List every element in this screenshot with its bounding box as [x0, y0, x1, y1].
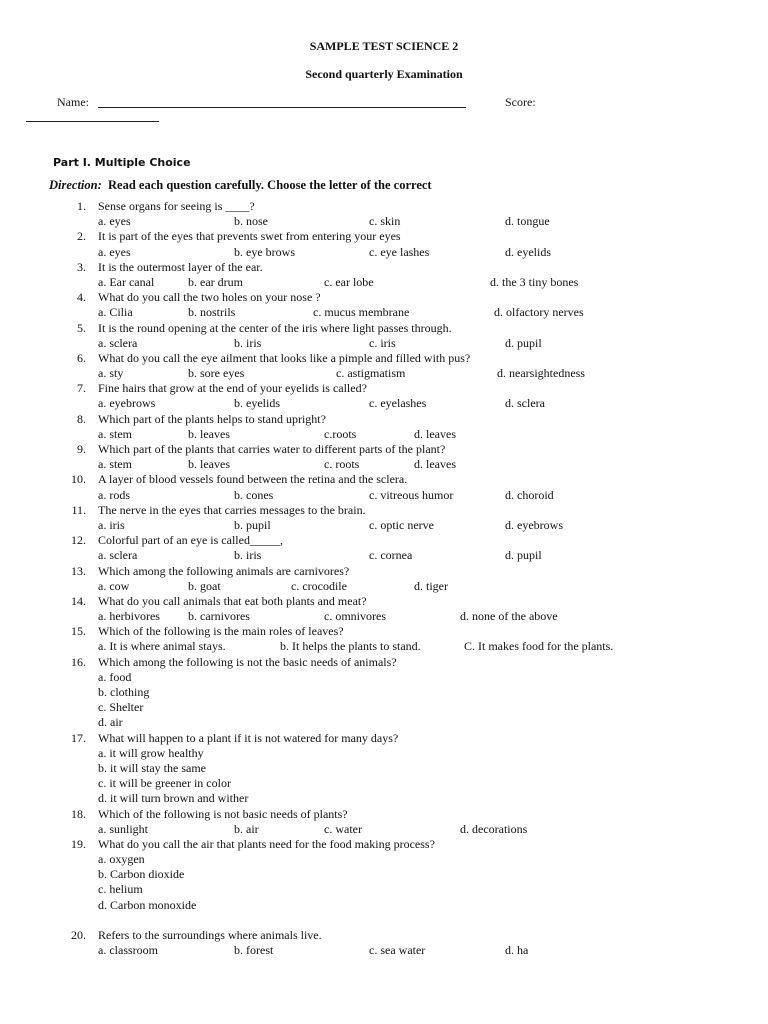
answer-choice[interactable]: b. cones: [234, 487, 274, 502]
direction-line: [49, 178, 432, 193]
question-item: [0, 260, 768, 275]
question-number: 5.: [77, 320, 86, 335]
answer-options: [0, 214, 768, 229]
question-item: [0, 624, 768, 639]
answer-choice[interactable]: c. omnivores: [324, 609, 386, 624]
score-blank-line[interactable]: [26, 121, 159, 122]
answer-choice[interactable]: a. sclera: [98, 548, 138, 563]
answer-options: [0, 776, 768, 791]
answer-choice[interactable]: d. decorations: [460, 821, 528, 836]
answer-options: [0, 943, 768, 958]
question-number: 12.: [71, 533, 86, 548]
question-number: 16.: [71, 654, 86, 669]
answer-choice[interactable]: d. pupil: [505, 548, 542, 563]
answer-choice[interactable]: d. it will turn brown and wither: [98, 791, 249, 806]
answer-choice[interactable]: a. Ear canal: [98, 274, 155, 289]
answer-choice[interactable]: c. helium: [98, 882, 143, 897]
answer-choice[interactable]: b. nostrils: [188, 305, 236, 320]
answer-choice[interactable]: a. Cilia: [98, 305, 133, 320]
question-item: [0, 412, 768, 427]
answer-choice[interactable]: b. air: [234, 821, 259, 836]
answer-choice[interactable]: b. it will stay the same: [98, 760, 206, 775]
answer-options: [0, 761, 768, 776]
question-number: 15.: [71, 624, 86, 639]
answer-options: [0, 700, 768, 715]
question-number: 4.: [77, 290, 86, 305]
answer-options: [0, 685, 768, 700]
answer-options: [0, 579, 768, 594]
answer-choice[interactable]: a. iris: [98, 517, 125, 532]
answer-choice[interactable]: a. stem: [98, 426, 132, 441]
question-item: [0, 199, 768, 214]
question-item: [0, 594, 768, 609]
answer-options: [0, 245, 768, 260]
answer-options: [0, 670, 768, 685]
answer-choice[interactable]: c. eyelashes: [369, 396, 427, 411]
answer-choice[interactable]: d. tiger: [414, 578, 448, 593]
answer-options: [0, 852, 768, 867]
answer-choice[interactable]: b. pupil: [234, 517, 271, 532]
question-text: The nerve in the eyes that carries messages to the brain.: [98, 502, 366, 517]
answer-choice[interactable]: b. sore eyes: [188, 366, 245, 381]
answer-choice[interactable]: c. mucus membrane: [313, 305, 410, 320]
question-text: What do you call the eye ailment that looks like a pimple and filled with pus?: [98, 350, 471, 365]
question-item: [0, 381, 768, 396]
question-text: Which of the following is the main roles of leaves?: [98, 624, 344, 639]
answer-choice[interactable]: b. Carbon dioxide: [98, 867, 185, 882]
name-label: Name:: [57, 95, 89, 109]
answer-choice[interactable]: d. eyebrows: [505, 517, 563, 532]
question-text: A layer of blood vessels found between the retina and the sclera.: [98, 472, 408, 487]
answer-choice[interactable]: a. it will grow healthy: [98, 745, 204, 760]
question-number: 14.: [71, 593, 86, 608]
answer-choice[interactable]: d. choroid: [505, 487, 554, 502]
answer-options: [0, 822, 768, 837]
question-item: [0, 442, 768, 457]
answer-choice[interactable]: c. crocodile: [291, 578, 347, 593]
answer-choice[interactable]: c. astigmatism: [336, 366, 406, 381]
answer-choice[interactable]: c. Shelter: [98, 700, 144, 715]
answer-choice[interactable]: a. oxygen: [98, 852, 145, 867]
question-number: 3.: [77, 259, 86, 274]
answer-choice[interactable]: b. eye brows: [234, 244, 295, 259]
answer-options: [0, 427, 768, 442]
answer-options: [0, 488, 768, 503]
answer-choice[interactable]: d. none of the above: [460, 609, 558, 624]
answer-options: [0, 336, 768, 351]
question-number: 19.: [71, 836, 86, 851]
question-number: 7.: [77, 381, 86, 396]
question-item: [0, 351, 768, 366]
answer-choice[interactable]: d. Carbon monoxide: [98, 897, 197, 912]
question-number: 6.: [77, 350, 86, 365]
page-subtitle: Second quarterly Examination: [305, 67, 463, 81]
answer-choice[interactable]: c. roots: [324, 457, 360, 472]
question-item: [0, 472, 768, 487]
answer-choice[interactable]: d. leaves: [414, 426, 456, 441]
score-label: Score:: [505, 95, 536, 109]
question-text: What will happen to a plant if it is not watered for many days?: [98, 730, 399, 745]
answer-options: [0, 275, 768, 290]
question-text: Which part of the plants helps to stand upright?: [98, 411, 326, 426]
answer-choice[interactable]: b. carnivores: [188, 609, 250, 624]
question-number: 18.: [71, 806, 86, 821]
question-number: 17.: [71, 730, 86, 745]
answer-choice[interactable]: a. eyebrows: [98, 396, 156, 411]
answer-choice[interactable]: d. leaves: [414, 457, 456, 472]
answer-choice[interactable]: c. sea water: [369, 943, 426, 957]
answer-choice[interactable]: c. skin: [369, 214, 401, 229]
question-text: What do you call animals that eat both plants and meat?: [98, 593, 367, 608]
question-text: What do you call the two holes on your nose ?: [98, 290, 321, 305]
question-text: It is part of the eyes that prevents swet from entering your eyes: [98, 229, 401, 244]
answer-choice[interactable]: a. food: [98, 669, 132, 684]
question-list: [0, 199, 768, 958]
answer-choice[interactable]: a. herbivores: [98, 609, 160, 624]
question-item: [0, 928, 768, 943]
answer-choice[interactable]: a. sty: [98, 366, 124, 381]
spacer: [0, 913, 768, 928]
direction-text: Read each question carefully. Choose the letter of the correct: [108, 178, 432, 192]
answer-options: [0, 639, 768, 654]
answer-choice[interactable]: c. vitreous humor: [369, 487, 454, 502]
answer-choice[interactable]: d. ha: [505, 943, 529, 957]
question-item: [0, 290, 768, 305]
answer-choice[interactable]: c. ear lobe: [324, 274, 374, 289]
question-number: 2.: [77, 229, 86, 244]
answer-choice[interactable]: a. eyes: [98, 244, 131, 259]
answer-choice[interactable]: b. nose: [234, 214, 268, 229]
question-number: 11.: [71, 502, 86, 517]
answer-options: [0, 305, 768, 320]
question-item: [0, 655, 768, 670]
question-text: Which part of the plants that carries water to different parts of the plant?: [98, 442, 446, 456]
answer-choice[interactable]: C. It makes food for the plants.: [464, 639, 614, 654]
answer-choice[interactable]: b. goat: [188, 578, 221, 593]
answer-choice[interactable]: b. iris: [234, 548, 262, 563]
answer-choice[interactable]: c. eye lashes: [369, 244, 430, 259]
answer-options: [0, 609, 768, 624]
answer-choice[interactable]: b. ear drum: [188, 274, 243, 289]
answer-choice[interactable]: c. it will be greener in color: [98, 776, 231, 791]
answer-choice[interactable]: c. cornea: [369, 548, 413, 563]
direction-label: Direction:: [49, 178, 102, 192]
question-number: 9.: [77, 442, 86, 456]
name-blank-line[interactable]: [98, 107, 466, 108]
answer-choice[interactable]: d. the 3 tiny bones: [490, 274, 579, 289]
answer-choice[interactable]: a. sunlight: [98, 821, 148, 836]
question-item: [0, 837, 768, 852]
question-number: 1.: [77, 199, 86, 213]
answer-choice[interactable]: d. air: [98, 715, 123, 730]
answer-choice[interactable]: a. eyes: [98, 214, 131, 229]
answer-options: [0, 457, 768, 472]
answer-choice[interactable]: b. leaves: [188, 457, 230, 472]
part-heading: Part I. Multiple Choice: [53, 156, 191, 169]
question-text: It is the round opening at the center of the iris where light passes through.: [98, 320, 452, 335]
answer-options: [0, 548, 768, 563]
answer-choice[interactable]: c. water: [324, 821, 362, 836]
question-item: [0, 503, 768, 518]
answer-choice[interactable]: b. eyelids: [234, 396, 280, 411]
question-item: [0, 533, 768, 548]
answer-choice[interactable]: c. iris: [369, 335, 396, 350]
question-item: [0, 564, 768, 579]
answer-choice[interactable]: b. forest: [234, 943, 274, 957]
answer-options: [0, 882, 768, 897]
question-text: What do you call the air that plants need for the food making process?: [98, 836, 435, 851]
answer-options: [0, 791, 768, 806]
question-item: [0, 321, 768, 336]
answer-choice[interactable]: a. sclera: [98, 335, 138, 350]
answer-options: [0, 898, 768, 913]
question-text: Which among the following is not the basic needs of animals?: [98, 654, 397, 669]
question-item: [0, 807, 768, 822]
question-text: Refers to the surroundings where animals live.: [98, 927, 322, 942]
answer-options: [0, 518, 768, 533]
answer-options: [0, 715, 768, 730]
question-number: 10.: [71, 472, 86, 487]
answer-choice[interactable]: a. classroom: [98, 943, 158, 957]
answer-choice[interactable]: b. iris: [234, 335, 262, 350]
answer-choice[interactable]: c. optic nerve: [369, 517, 434, 532]
question-number: 13.: [71, 563, 86, 578]
answer-choice[interactable]: a. cow: [98, 578, 130, 593]
question-text: Which among the following animals are carnivores?: [98, 563, 350, 578]
answer-choice[interactable]: d. eyelids: [505, 244, 551, 259]
answer-options: [0, 746, 768, 761]
answer-choice[interactable]: a. It is where animal stays.: [98, 639, 226, 654]
answer-choice[interactable]: d. tongue: [505, 214, 550, 229]
answer-options: [0, 366, 768, 381]
answer-choice[interactable]: b. clothing: [98, 685, 150, 699]
page-title: SAMPLE TEST SCIENCE 2: [309, 39, 459, 53]
answer-choice[interactable]: a. rods: [98, 487, 130, 502]
answer-options: [0, 867, 768, 882]
answer-choice[interactable]: d. pupil: [505, 335, 542, 350]
question-text: Which of the following is not basic needs of plants?: [98, 806, 348, 821]
answer-options: [0, 396, 768, 411]
question-item: [0, 731, 768, 746]
answer-choice[interactable]: d. nearsightedness: [497, 366, 585, 381]
question-number: 8.: [77, 411, 86, 426]
question-number: 20.: [71, 927, 86, 942]
question-text: Fine hairs that grow at the end of your eyelids is called?: [98, 381, 367, 396]
answer-choice[interactable]: b. It helps the plants to stand.: [280, 639, 421, 654]
answer-choice[interactable]: d. olfactory nerves: [494, 305, 584, 320]
question-text: Sense organs for seeing is ____?: [98, 199, 255, 213]
question-text: It is the outermost layer of the ear.: [98, 259, 263, 274]
question-text: Colorful part of an eye is called_____,: [98, 533, 283, 548]
answer-choice[interactable]: b. leaves: [188, 426, 230, 441]
question-item: [0, 229, 768, 244]
answer-choice[interactable]: d. sclera: [505, 396, 545, 411]
answer-choice[interactable]: c.roots: [324, 426, 357, 441]
answer-choice[interactable]: a. stem: [98, 457, 132, 472]
